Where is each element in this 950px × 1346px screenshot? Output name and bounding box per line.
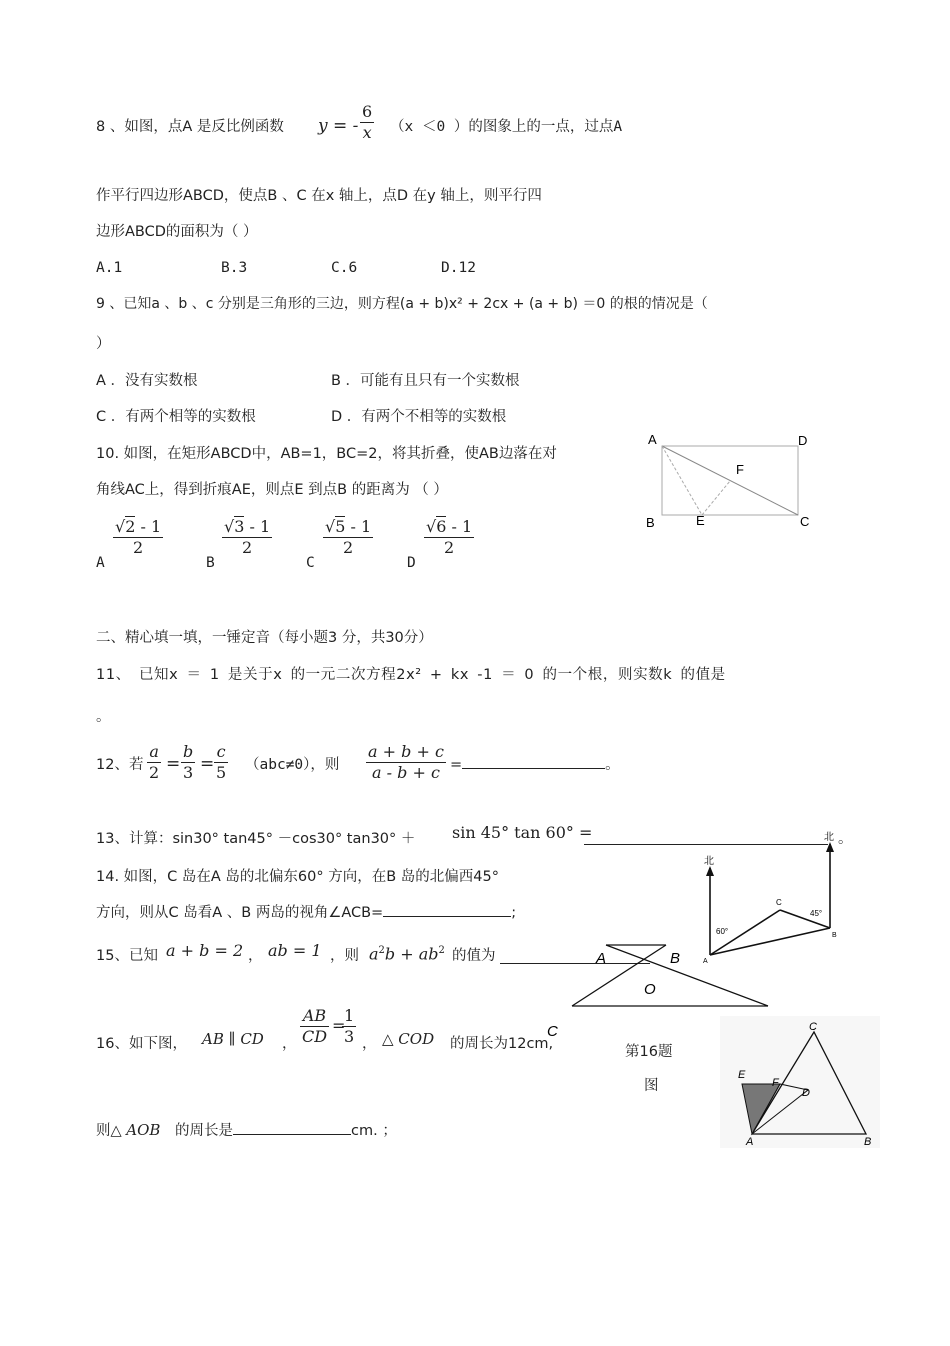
label-a: A [648, 432, 657, 447]
label-d: D [798, 433, 808, 448]
q16-triangle-aob: AOB [126, 1121, 161, 1139]
q10-option-d-den: 2 [424, 537, 474, 558]
q13-end: 。 [838, 831, 853, 847]
q12-eq1: = [166, 754, 181, 774]
q12-f2-den: 3 [181, 762, 195, 783]
q11-line2: 。 [96, 709, 111, 725]
q9-option-a: A ．没有实数根 [96, 373, 198, 389]
label-a: A [596, 950, 607, 967]
q10-option-c-fraction [323, 517, 373, 558]
q10-option-d-root: 6 [436, 517, 447, 536]
q15-suffix: 的值为 [452, 948, 496, 964]
q10-option-a-root: 2 [125, 517, 136, 536]
label-c: C [809, 1021, 817, 1033]
label-c: C [547, 1023, 558, 1040]
sqrt-sign-icon: √ [115, 517, 126, 536]
q16-suffix: 的周长为12cm, [450, 1036, 554, 1052]
q16-eq: = [332, 1016, 346, 1035]
label-b: B [864, 1136, 872, 1148]
q13-expression: sin 45° tan 60° = [452, 823, 593, 842]
q15-expr3: $a^2b + ab^2$ [369, 944, 445, 964]
q12-f4-num: a + b + c [368, 742, 444, 761]
q12-fraction-a2 [147, 742, 161, 783]
q8-fraction-numerator: 6 [362, 102, 373, 121]
q16-rhs-den: 3 [344, 1027, 355, 1046]
q10-option-a-letter: A [96, 555, 105, 571]
q14-line2-prefix: 方向，则从C 岛看A 、B 两岛的视角∠ACB= [96, 905, 384, 921]
q10-option-c-den: 2 [323, 537, 373, 558]
q16-frac-den: CD [302, 1027, 328, 1046]
segment-cb [780, 910, 830, 928]
north-label-b: 北 [824, 832, 834, 843]
sqrt-sign-icon: √ [426, 517, 437, 536]
q8-option-a: A.1 [96, 260, 123, 276]
segment-ac [606, 945, 768, 1006]
q16-frac-num: AB [302, 1006, 327, 1025]
q16-line2-mid: 的周长是 [175, 1123, 234, 1139]
q15-prefix: 15、已知 [96, 948, 158, 964]
q16-rhs-num: 1 [344, 1006, 355, 1025]
q16-line2 [96, 1120, 397, 1141]
q10-option-a-den: 2 [113, 537, 163, 558]
q12-fraction-main [366, 742, 446, 783]
q9-option-c: C ．有两个相等的实数根 [96, 409, 256, 425]
q10-option-a-fraction [113, 517, 163, 558]
q16-ratio-value [342, 1006, 356, 1047]
q16-comma2: ， [362, 1036, 377, 1052]
label-b: B [646, 515, 655, 530]
q12-f1-num: a [149, 742, 159, 761]
q12-f3-den: 5 [216, 763, 227, 782]
q12-eq2: = [200, 754, 215, 774]
label-f: F [736, 462, 744, 477]
arrow-up-icon [706, 866, 714, 876]
q16-answer-blank[interactable] [233, 1134, 351, 1135]
q8-function-lhs: y = - [318, 116, 359, 136]
q16-triangle-cod: △ COD [382, 1030, 435, 1048]
q12-answer-end: 。 [605, 757, 620, 773]
q15-expr3-a: a [369, 944, 379, 964]
sqrt-sign-icon: √ [224, 517, 235, 536]
q10-option-a-minus: - 1 [135, 517, 162, 536]
q12-f1-den: 2 [149, 763, 160, 782]
q15-mid: ，则 [330, 948, 359, 964]
label-b: B [832, 932, 837, 939]
q8-option-b: B.3 [221, 260, 248, 276]
q8-option-c: C.6 [331, 260, 358, 276]
q10-rectangle-figure [640, 428, 820, 533]
q14-answer-blank[interactable] [383, 916, 511, 917]
label-e: E [696, 513, 705, 528]
q12-fraction-b3 [181, 742, 195, 783]
q15-expr3-b: b + ab [384, 944, 439, 964]
q16-line2-end: cm. ； [351, 1123, 397, 1139]
q10-option-b-fraction [222, 517, 272, 558]
angle-45-label: 45° [810, 909, 823, 918]
q10-option-c-letter: C [306, 555, 315, 571]
sqrt-sign-icon: √ [325, 517, 336, 536]
q10-option-b-den: 2 [222, 537, 272, 558]
segment-ef [702, 481, 730, 515]
arrow-up-icon [826, 842, 834, 852]
label-c: C [776, 898, 782, 907]
q8-line2: 作平行四边形ABCD，使点B 、C 在x 轴上，点D 在y 轴上，则平行四 [96, 188, 542, 204]
q16-comma1: ， [282, 1036, 297, 1052]
q16-caption-line1: 第16题 [625, 1044, 673, 1060]
q8-line1-suffix: （x ＜0 ）的图象上的一点，过点A [390, 119, 623, 135]
q10-option-b-letter: B [206, 555, 215, 571]
q10-option-c-minus: - 1 [345, 517, 372, 536]
q12-f3-num: c [216, 742, 226, 761]
q10-option-d-letter: D [407, 555, 416, 571]
q10-line1: 10. 如图，在矩形ABCD中，AB=1，BC=2，将其折叠，使AB边落在对 [96, 446, 557, 462]
q16-caption-line2: 图 [644, 1078, 659, 1094]
q12-f4-den: a - b + c [366, 762, 446, 783]
label-d: D [802, 1087, 810, 1099]
q10-option-b-root: 3 [234, 517, 245, 536]
label-a: A [703, 958, 708, 965]
q14-line1: 14. 如图，C 岛在A 岛的北偏东60° 方向，在B 岛的北偏西45° [96, 869, 499, 885]
q12-answer-eq: = [450, 757, 463, 773]
q9-option-b: B ．可能有且只有一个实数根 [331, 373, 520, 389]
q8-line1-prefix: 8 、如图，点A 是反比例函数 [96, 119, 284, 135]
q8-function-fraction [360, 102, 374, 143]
label-c: C [800, 514, 810, 529]
q12-prefix: 12、若 [96, 757, 144, 773]
q16-line2-prefix: 则△ [96, 1123, 122, 1139]
label-b: B [670, 950, 681, 967]
section-2-heading: 二、精心填一填，一锤定音（每小题3 分，共30分） [96, 630, 433, 646]
angle-60-label: 60° [716, 927, 729, 936]
equilateral-triangle-figure [720, 1016, 880, 1148]
q10-option-b-minus: - 1 [244, 517, 271, 536]
q8-line3: 边形ABCD的面积为（ ） [96, 224, 258, 240]
q15-comma: ， [248, 948, 263, 964]
label-o: O [644, 981, 656, 998]
q9-option-d: D ．有两个不相等的实数根 [331, 409, 507, 425]
q16-prefix: 16、如下图， [96, 1036, 187, 1052]
q10-option-d-minus: - 1 [446, 517, 473, 536]
q14-line2 [96, 903, 516, 923]
q12-condition: （abc≠0），则 [245, 757, 340, 773]
north-label-a: 北 [704, 856, 714, 867]
q10-option-d-fraction [424, 517, 474, 558]
label-e: E [738, 1069, 746, 1081]
q10-line2: 角线AC上，得到折痕AE，则点E 到点B 的距离为 （ ） [96, 482, 448, 498]
q12-answer [450, 755, 620, 775]
label-f: F [772, 1077, 779, 1089]
q11-line1: 11、 已知x ＝ 1 是关于x 的一元二次方程2x² + kx -1 ＝ 0 的一个根，则实数k 的值是 [96, 667, 726, 683]
q15-expr1: a + b = 2 [166, 941, 244, 960]
q12-f2-num: b [183, 742, 194, 761]
label-a: A [746, 1136, 754, 1148]
q9-line1: 9 、已知a 、b 、c 分别是三角形的三边，则方程(a + b)x² + 2cx + (a + b) ＝0 的根的情况是（ [96, 296, 708, 312]
q12-fraction-c5 [214, 742, 228, 783]
figure-background [720, 1016, 880, 1148]
q9-line2: ） [96, 336, 111, 352]
q10-option-c-root: 5 [335, 517, 346, 536]
q16-parallel-expr: AB ∥ CD [202, 1030, 264, 1048]
q14-line2-end: ; [511, 905, 517, 921]
q8-fraction-denominator: x [360, 122, 374, 143]
q15-expr2: ab = 1 [268, 941, 322, 960]
q12-answer-blank[interactable] [462, 768, 605, 769]
q16-ratio-fraction [300, 1006, 329, 1047]
q13-text: 13、计算：sin30° tan45° －cos30° tan30° ＋ [96, 831, 416, 847]
q8-option-d: D.12 [441, 260, 476, 276]
